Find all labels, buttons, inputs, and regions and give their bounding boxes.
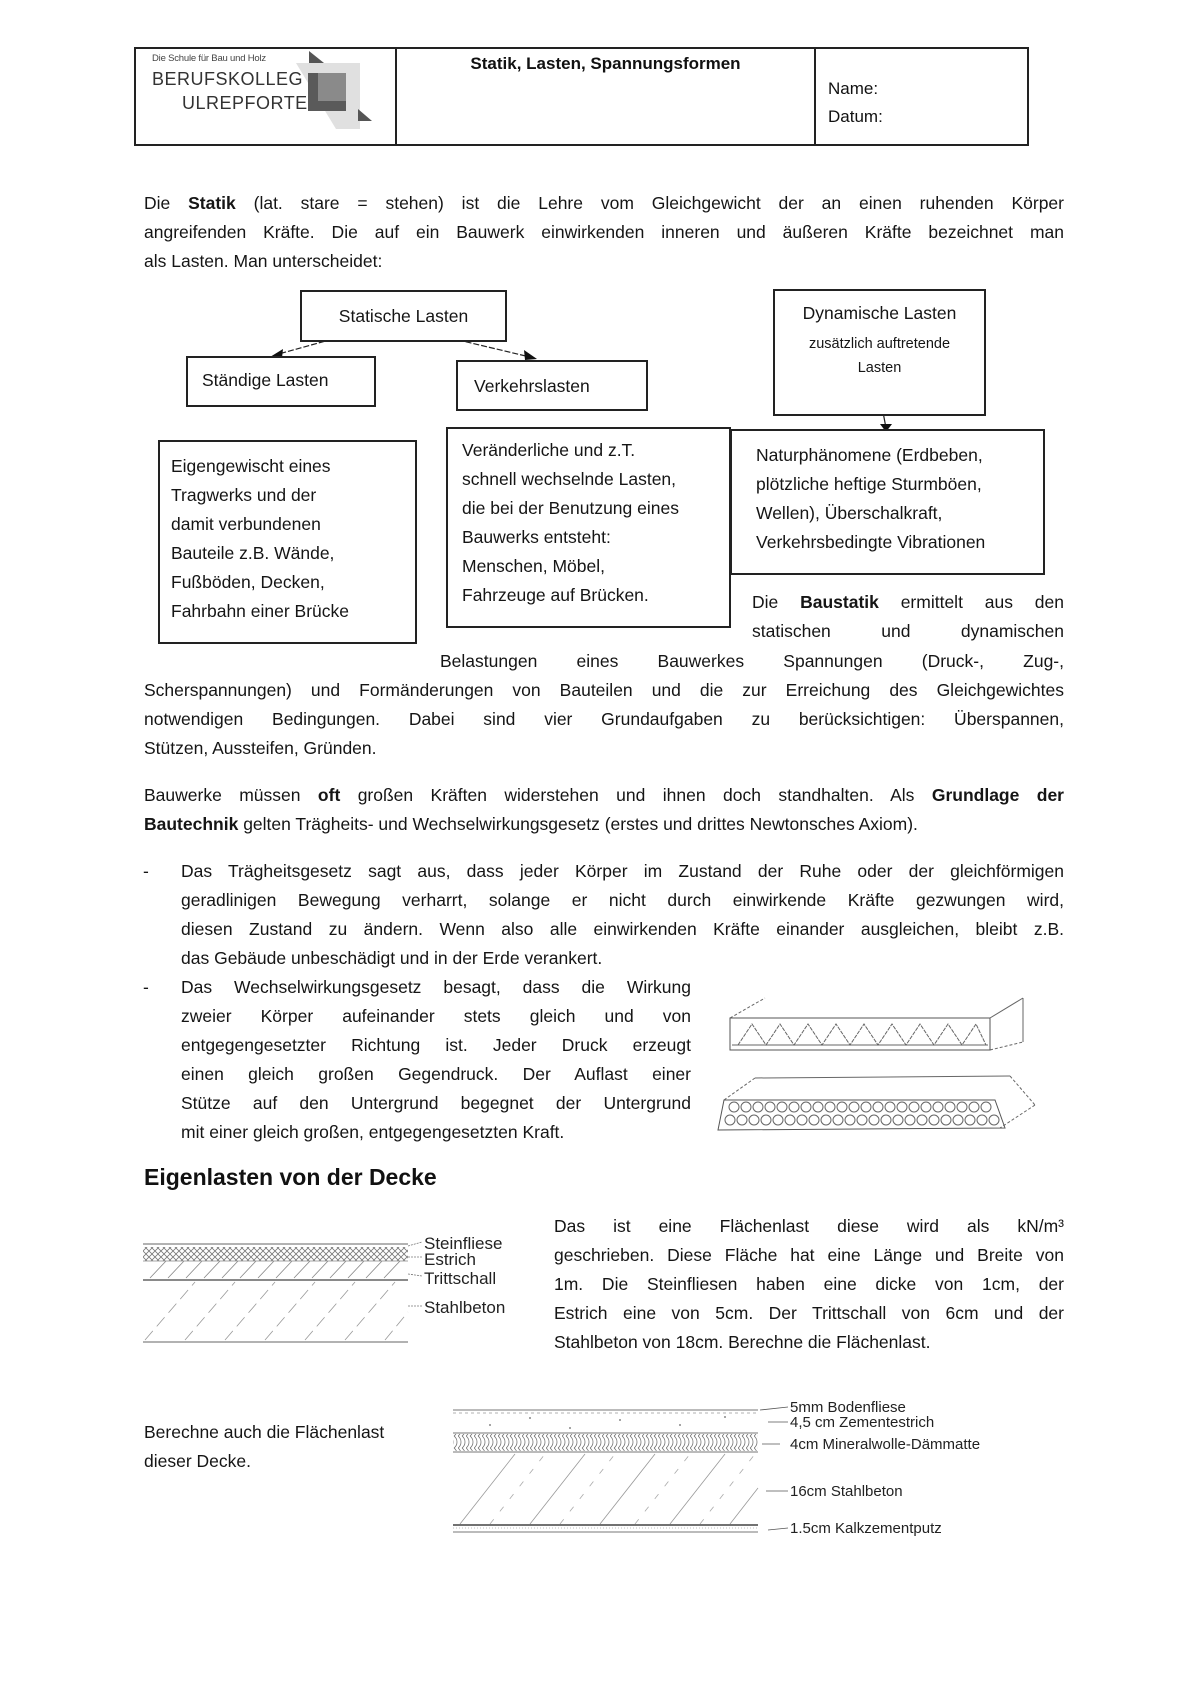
logo-tagline: Die Schule für Bau und Holz — [152, 53, 266, 64]
task-2-text: Berechne auch die Flächenlast dieser Decke. — [144, 1422, 385, 1471]
baustatik-paragraph-body: Belastungen eines Bauwerkes Spannungen (Druck-, Zug-, Scherspannungen) und Formänderungen von Bauteilen und die zur Erreichung des Gleichgewichtes notwendigen Bedingungen. Dabei sind vier Grundaufgaben zu berücksichtigen: Überspannen, Stützen, Aussteifen, Gründen. — [144, 651, 1064, 758]
label-mineralwolle: 4cm Mineralwolle-Dämmatte — [790, 1436, 981, 1453]
section-title: Eigenlasten von der Decke — [144, 1164, 437, 1190]
logo-line-1: BERUFSKOLLEG — [152, 69, 304, 89]
grundlage-paragraph: Bauwerke müssen oft großen Kräften widerstehen und ihnen doch standhalten. Als Grundlage der Bautechnik gelten Trägheits- und Wechselwirkungsgesetz (erstes und drittes Newtonsches Axiom). — [144, 785, 1064, 834]
bullet-marker-1: - — [143, 861, 149, 881]
term-baustatik: Baustatik — [800, 592, 879, 612]
deck-cross-section-2 — [450, 1400, 1030, 1550]
document-title: Statik, Lasten, Spannungsformen — [470, 54, 741, 73]
box-permanent-description: Eigengewischt eines Tragwerks und der damit verbundenen Bauteile z.B. Wände, Fußböden, Decken, Fahrbahn einer Brücke — [158, 440, 417, 644]
box-traffic-loads: Verkehrslasten — [456, 360, 648, 411]
deck-cross-section-1 — [140, 1230, 540, 1350]
label-stahlbeton-16: 16cm Stahlbeton — [790, 1483, 903, 1500]
intro-paragraph: Die Statik (lat. stare = stehen) ist die Lehre vom Gleichgewicht der an einen ruhenden Körper angreifenden Kräfte. Die auf ein Bauwerk einwirkenden inneren und äußeren Kräfte bezeichnet man als Lasten. Man unterscheidet: — [144, 193, 1064, 271]
label-stahlbeton: Stahlbeton — [424, 1298, 506, 1317]
box-static-loads: Statische Lasten — [300, 290, 507, 342]
label-zementestrich: 4,5 cm Zementestrich — [790, 1414, 935, 1431]
label-estrich: Estrich — [424, 1250, 476, 1269]
box-dynamic-description: Naturphänomene (Erdbeben, plötzliche heftige Sturmböen, Wellen), Überschalkraft, Verkehrsbedingte Vibrationen — [730, 429, 1045, 575]
bullet-interaction-law: Das Wechselwirkungsgesetz besagt, dass die Wirkung zweier Körper aufeinander stets gleich und von entgegengesetzter Richtung ist. Jeder Druck erzeugt einen gleich großen Gegendruck. Der Auflast einer Stütze auf den Untergrund begegnet der Untergrund mit einer gleich großen, entgegengesetzten Kraft. — [181, 977, 691, 1142]
bullet-marker-2: - — [143, 977, 149, 997]
name-field-label[interactable]: Name: — [828, 79, 879, 98]
beam-illustration — [710, 990, 1060, 1140]
box-dynamic-loads: Dynamische Lasten zusätzlich auftretende Lasten — [773, 289, 986, 416]
label-bodenfliese: 5mm Bodenfliese — [790, 1400, 906, 1416]
baustatik-paragraph-top: Die Baustatik ermittelt aus den statischen und dynamischen — [752, 592, 1065, 641]
term-statik: Statik — [188, 193, 236, 213]
box-traffic-description: Veränderliche und z.T. schnell wechselnde Lasten, die bei der Benutzung eines Bauwerks entsteht: Menschen, Möbel, Fahrzeuge auf Brücken. — [446, 427, 731, 628]
label-steinfliese: Steinfliese — [424, 1234, 503, 1253]
label-kalkzementputz: 1.5cm Kalkzementputz — [790, 1520, 942, 1537]
date-field-label[interactable]: Datum: — [828, 107, 883, 126]
label-trittschall: Trittschall — [424, 1269, 497, 1288]
box-permanent-loads: Ständige Lasten — [186, 356, 376, 407]
logo-line-2: ULREPFORTE — [182, 93, 308, 113]
bullet-inertia-law: Das Trägheitsgesetz sagt aus, dass jeder Körper im Zustand der Ruhe oder der gleichförmigen geradlinigen Bewegung verharrt, solange er nicht durch einwirkende Kräfte gezwungen wird, diesen Zustand zu ändern. Wenn also alle einwirkenden Kräfte einander ausgleichen, bleibt z.B. das Gebäude unbeschädigt und in der Erde verankert. — [181, 861, 1064, 968]
task-1-text: Das ist eine Flächenlast diese wird als kN/m³ geschrieben. Diese Fläche hat eine Länge und Breite von 1m. Die Steinfliesen haben eine dicke von 1cm, der Estrich eine von 5cm. Der Trittschall von 6cm und der Stahlbeton von 18cm. Berechne die Flächenlast. — [554, 1216, 1064, 1352]
